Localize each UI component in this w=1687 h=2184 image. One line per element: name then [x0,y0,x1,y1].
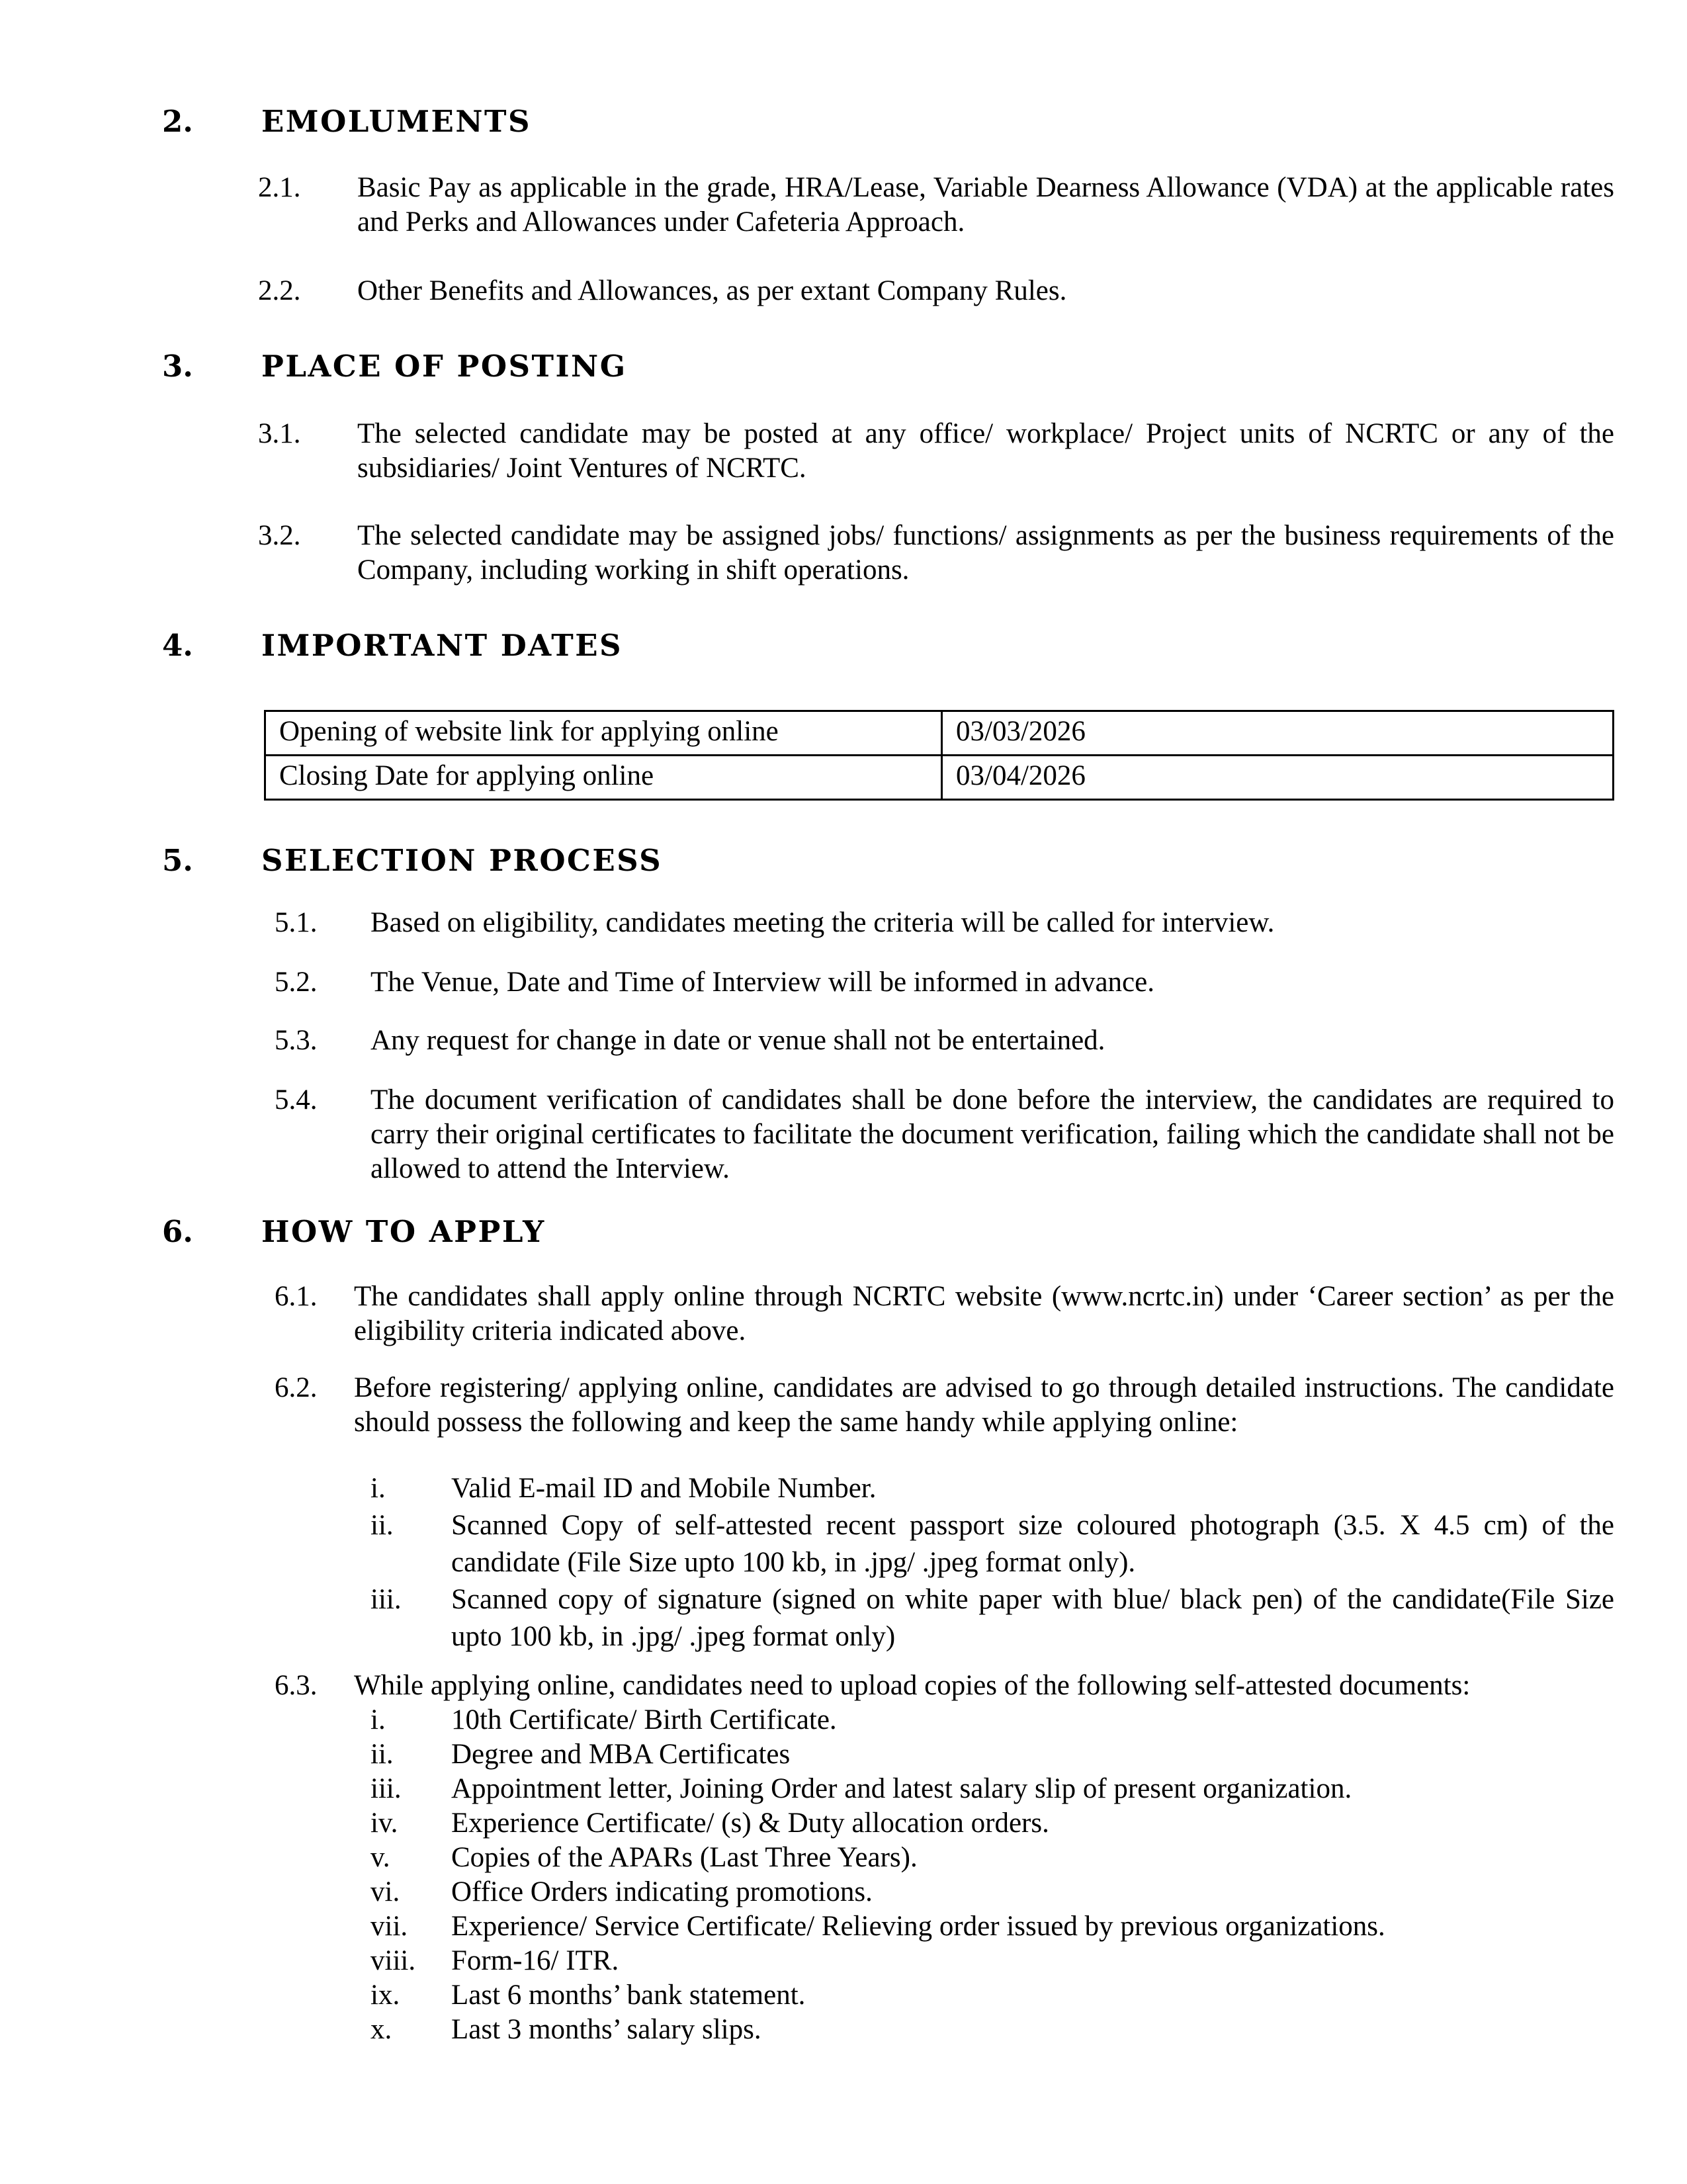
roman-text: Appointment letter, Joining Order and latest salary slip of present organization. [451,1773,1352,1804]
section-number: 2. [162,104,193,139]
roman-text: Scanned Copy of self-attested recent passport size coloured photograph (3.5. X 4.5 cm) of the candidate (File Size upto 100 kb, in .jpg/ .jpeg format only). [451,1510,1614,1578]
roman-item [0,1841,1687,1875]
clause-text: The candidates shall apply online through NCRTC website (www.ncrtc.in) under ‘Career section’ as per the eligibility criteria indicated above. [354,1281,1614,1346]
clause-text: Based on eligibility, candidates meeting the criteria will be called for interview. [370,907,1275,938]
clause-text: Other Benefits and Allowances, as per extant Company Rules. [357,275,1067,306]
clause-number: 3.1. [258,418,301,449]
clause-item [0,417,1687,486]
roman-item [0,1470,1687,1507]
roman-text: Experience/ Service Certificate/ Relieving order issued by previous organizations. [451,1911,1385,1942]
roman-marker: vii. [370,1911,408,1942]
roman-item [0,2013,1687,2047]
section-number: 4. [162,628,193,663]
clause-number: 5.3. [275,1025,318,1056]
roman-marker: i. [370,1704,386,1735]
roman-item [0,1806,1687,1841]
roman-item [0,1978,1687,2013]
clause-text: Any request for change in date or venue shall not be entertained. [370,1025,1105,1056]
roman-item [0,1581,1687,1655]
section-number: 5. [162,843,193,878]
clause-item [0,1669,1687,1703]
roman-item [0,1703,1687,1737]
clause-number: 5.2. [275,967,318,998]
roman-text: Experience Certificate/ (s) & Duty allocation orders. [451,1808,1049,1839]
roman-item [0,1944,1687,1978]
clause-text: The document verification of candidates shall be done before the interview, the candidates are required to carry their original certificates to facilitate the document verification, failing which the candidate shall not be allowed to attend the Interview. [370,1084,1614,1184]
section-heading-important-dates [0,629,1687,663]
clause-item [0,171,1687,240]
roman-text: Last 3 months’ salary slips. [451,2014,761,2045]
requirements-list [0,1470,1687,1655]
roman-text: Degree and MBA Certificates [451,1739,791,1770]
documents-list [0,1703,1687,2047]
roman-marker: viii. [370,1945,416,1976]
date-label-cell: Closing Date for applying online [265,756,942,800]
clause-number: 6.2. [275,1372,318,1403]
clause-item [0,274,1687,308]
date-value-cell: 03/04/2026 [942,756,1614,800]
clause-text: The selected candidate may be posted at any office/ workplace/ Project units of NCRTC or any of the subsidiaries/ Joint Ventures of NCRTC. [357,418,1614,484]
roman-item [0,1875,1687,1909]
roman-marker: v. [370,1842,390,1873]
clause-item [0,965,1687,1000]
roman-marker: iv. [370,1808,398,1839]
clause-item [0,906,1687,940]
roman-marker: iii. [370,1584,402,1615]
clause-text: The selected candidate may be assigned jobs/ functions/ assignments as per the business requirements of the Company, including working in shift operations. [357,520,1614,586]
roman-marker: ix. [370,1980,400,2011]
clause-item [0,1083,1687,1186]
clause-number: 2.2. [258,275,301,306]
clause-text: The Venue, Date and Time of Interview will be informed in advance. [370,967,1154,998]
clause-text: Basic Pay as applicable in the grade, HRA/Lease, Variable Dearness Allowance (VDA) at the applicable rates and Perks and Allowances under Cafeteria Approach. [357,172,1614,238]
clause-item [0,519,1687,588]
date-label-cell: Opening of website link for applying online [265,711,942,756]
date-row [265,756,1614,800]
clause-number: 2.1. [258,172,301,203]
roman-text: Scanned copy of signature (signed on white paper with blue/ black pen) of the candidate(File Size upto 100 kb, in .jpg/ .jpeg format only) [451,1584,1614,1652]
section-heading-selection-process [0,844,1687,878]
roman-text: Last 6 months’ bank statement. [451,1980,806,2011]
section-title: PLACE OF POSTING [261,349,627,384]
date-row [265,711,1614,756]
clause-text: Before registering/ applying online, candidates are advised to go through detailed instructions. The candidate should possess the following and keep the same handy while applying online: [354,1372,1614,1438]
clause-item [0,1024,1687,1058]
section-title: EMOLUMENTS [261,104,531,139]
clause-number: 3.2. [258,520,301,551]
clause-text: While applying online, candidates need to upload copies of the following self-attested documents: [354,1670,1471,1701]
roman-marker: ii. [370,1510,394,1541]
clause-number: 5.1. [275,907,318,938]
clause-number: 6.3. [275,1670,318,1701]
roman-item [0,1507,1687,1581]
clause-number: 5.4. [275,1084,318,1115]
date-value-cell: 03/03/2026 [942,711,1614,756]
roman-text: Copies of the APARs (Last Three Years). [451,1842,918,1873]
roman-text: Form-16/ ITR. [451,1945,619,1976]
roman-marker: iii. [370,1773,402,1804]
roman-text: 10th Certificate/ Birth Certificate. [451,1704,837,1735]
section-number: 3. [162,349,193,384]
section-heading-place-of-posting [0,349,1687,384]
roman-item [0,1909,1687,1944]
section-heading-emoluments [0,105,1687,139]
clause-number: 6.1. [275,1281,318,1312]
section-title: HOW TO APPLY [261,1214,546,1249]
roman-marker: i. [370,1473,386,1504]
roman-item [0,1772,1687,1806]
roman-marker: vi. [370,1876,400,1907]
section-heading-how-to-apply [0,1215,1687,1249]
roman-marker: x. [370,2014,392,2045]
roman-marker: ii. [370,1739,394,1770]
important-dates-table [264,710,1614,801]
clause-item [0,1371,1687,1440]
roman-text: Office Orders indicating promotions. [451,1876,873,1907]
section-number: 6. [162,1214,193,1249]
roman-item [0,1737,1687,1772]
clause-item [0,1280,1687,1348]
section-title: SELECTION PROCESS [261,843,663,878]
roman-text: Valid E-mail ID and Mobile Number. [451,1473,877,1504]
section-title: IMPORTANT DATES [261,628,623,663]
